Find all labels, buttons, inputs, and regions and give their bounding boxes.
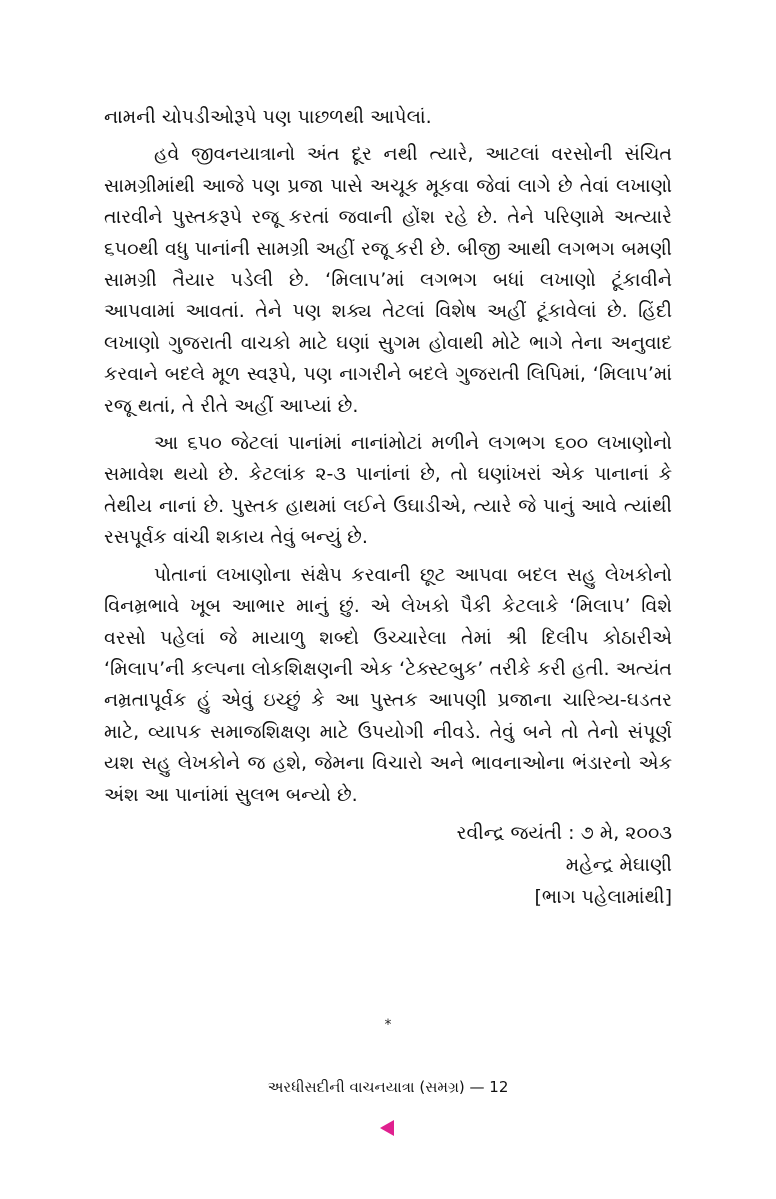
- running-footer: અરધીસદીની વાચનયાત્રા (સમગ્ર) — 12: [267, 1078, 509, 1096]
- section-separator: *: [384, 1017, 392, 1033]
- paragraph-acknowledgement: પોતાનાં લખાણોના સંક્ષેપ કરવાની છૂટ આપવા બદલ સહુ લેખકોનો વિનમ્રભાવે ખૂબ આભાર માનું છું. એ લેખકો પૈકી કેટલાકે ‘મિલાપ’ વિશે વરસો પહેલાં જે માયાળુ શબ્દો ઉચ્ચારેલા તેમાં શ્રી દિલીપ કોઠારીએ ‘મિલાપ’ની કલ્પના લોકશિક્ષણની એક ‘ટેક્સ્ટબુક’ તરીકે કરી હતી. અત્યંત નમ્રતાપૂર્વક હું એવું ઇચ્છું કે આ પુસ્તક આપણી પ્રજાના ચારિત્ર્ય-ઘડતર માટે, વ્યાપક સમાજશિક્ષણ માટે ઉપયોગી નીવડે. તેવું બને તો તેનો સંપૂર્ણ યશ સહુ લેખકોને જ હશે, જેમના વિચારો અને ભાવનાઓના ભંડારનો એક અંશ આ પાનાંમાં સુલભ બન્યો છે.: [104, 563, 672, 806]
- paragraph-compilation: હવે જીવનયાત્રાનો અંત દૂર નથી ત્યારે, આટલાં વરસોની સંચિત સામગ્રીમાંથી આજે પણ પ્રજા પાસે અચૂક મૂકવા જેવાં લાગે છે તેવાં લખાણો તારવીને પુસ્તકરૂપે રજૂ કરતાં જવાની હોંશ રહે છે. તેને પરિણામે અત્યારે ૬૫૦થી વધુ પાનાંની સામગ્રી અહીં રજૂ કરી છે. બીજી આથી લગભગ બમણી સામગ્રી તૈયાર પડેલી છે. ‘મિલાપ’માં લગભગ બધાં લખાણો ટૂંકાવીને આપવામાં આવતાં. તેને પણ શક્ય તેટલાં વિશેષ અહીં ટૂંકાવેલાં છે. હિંદી લખાણો ગુજરાતી વાચકો માટે ઘણાં સુગમ હોવાથી મોટે ભાગે તેના અનુવાદ કરવાને બદલે મૂળ સ્વરૂપે, પણ નાગરીને બદલે ગુજરાતી લિપિમાં, ‘મિલાપ’માં રજૂ થતાં, તે રીતે અહીં આપ્યાં છે.: [104, 143, 672, 417]
- signature-author: મહેન્દ્ર મેઘાણી: [565, 853, 672, 876]
- paragraph-contents: આ ૬૫૦ જેટલાં પાનાંમાં નાનાંમોટાં મળીને લગભગ ૬૦૦ લખાણોનો સમાવેશ થયો છે. કેટલાંક ૨-૩ પાનાંનાં છે, તો ઘણાંખરાં એક પાનાનાં કે તેથીય નાનાં છે. પુસ્તક હાથમાં લઈને ઉઘાડીએ, ત્યારે જે પાનું આવે ત્યાંથી રસપૂર્વક વાંચી શકાય તેવું બન્યું છે.: [104, 432, 672, 549]
- page-body: [104, 102, 672, 913]
- paragraph-continuation: નામની ચોપડીઓરૂપે પણ પાછળથી આપેલાં.: [104, 106, 432, 128]
- signature-date: રવીન્દ્ર જયંતી : ૭ મે, ૨૦૦૩: [456, 821, 672, 844]
- signature-source-note: [ભાગ પહેલામાંથી]: [534, 885, 672, 908]
- left-triangle-icon[interactable]: [380, 1120, 394, 1136]
- signature-block: [104, 817, 672, 913]
